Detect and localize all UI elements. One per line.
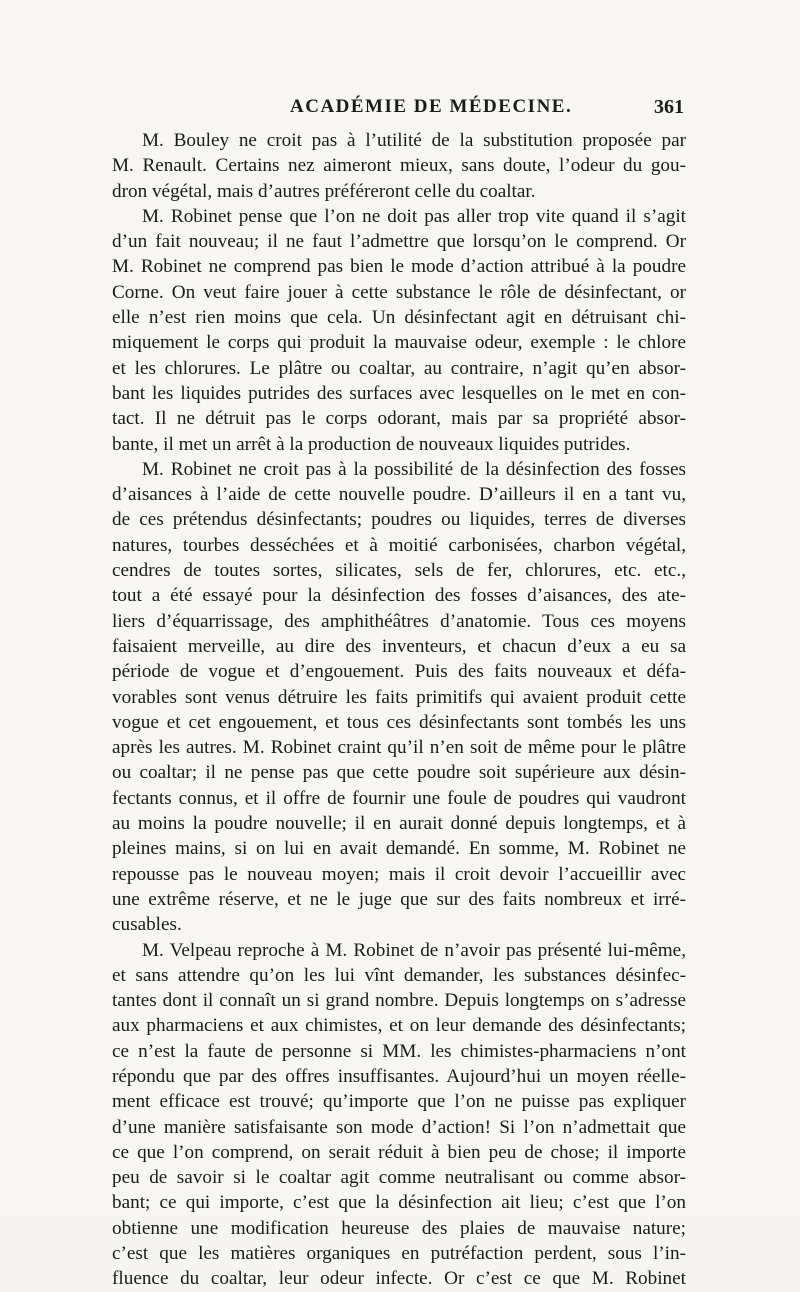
body-text	[112, 128, 686, 1292]
text-line: vorables sont venus détruire les faits primitifs qui avaient produit cette	[112, 686, 686, 708]
text-line: liers d’équarrissage, des amphithéâtres d’anatomie. Tous ces moyens	[112, 610, 686, 632]
page-header	[112, 96, 686, 126]
text-line: période de vogue et d’engouement. Puis des faits nouveaux et défa-	[112, 661, 686, 683]
text-line: natures, tourbes desséchées et à moitié carbonisées, charbon végétal,	[112, 534, 686, 556]
text-line: de ces prétendus désinfectants; poudres ou liquides, terres de diverses	[112, 509, 686, 531]
text-line: dron végétal, mais d’autres préféreront celle du coaltar.	[112, 180, 536, 202]
text-line: ce n’est la faute de personne si MM. les chimistes-pharmaciens n’ont	[112, 1040, 686, 1062]
text-line: Corne. On veut faire jouer à cette substance le rôle de désinfectant, or	[112, 281, 686, 303]
text-line: après les autres. M. Robinet craint qu’il n’en soit de même pour le plâtre	[112, 737, 686, 759]
text-line: M. Robinet ne comprend pas bien le mode d’action attribué à la poudre	[112, 256, 686, 278]
text-line: miquement le corps qui produit la mauvaise odeur, exemple : le chlore	[112, 332, 686, 354]
text-line: cusables.	[112, 914, 182, 936]
text-line: d’une manière satisfaisante son mode d’action! Si l’on n’admettait que	[112, 1116, 686, 1138]
text-line: au moins la poudre nouvelle; il en aurait donné depuis longtemps, et à	[112, 813, 686, 835]
text-line: ment efficace est trouvé; qu’importe que l’on ne puisse pas expliquer	[112, 1091, 686, 1113]
text-line: peu de savoir si le coaltar agit comme neutralisant ou comme absor-	[112, 1167, 686, 1189]
text-line: faisaient merveille, au dire des inventeurs, et chacun d’eux a eu sa	[112, 635, 686, 657]
text-line: d’aisances à l’aide de cette nouvelle poudre. D’ailleurs il en a tant vu,	[112, 484, 686, 506]
text-line: pleines mains, si on lui en avait demandé. En somme, M. Robinet ne	[112, 838, 686, 860]
text-line: elle n’est rien moins que cela. Un désinfectant agit en détruisant chi-	[112, 307, 686, 329]
text-line: M. Renault. Certains nez aimeront mieux, sans doute, l’odeur du gou-	[112, 155, 686, 177]
text-line: obtienne une modification heureuse des plaies de mauvaise nature;	[112, 1217, 686, 1239]
text-line: M. Bouley ne croit pas à l’utilité de la substitution proposée par	[142, 130, 686, 151]
text-line: vogue et cet engouement, et tous ces désinfectants sont tombés les uns	[112, 711, 686, 733]
text-line: aux pharmaciens et aux chimistes, et on leur demande des désinfectants;	[112, 1015, 686, 1037]
text-line: cendres de toutes sortes, silicates, sels de fer, chlorures, etc. etc.,	[112, 560, 686, 582]
text-line: ce que l’on comprend, on serait réduit à bien peu de chose; il importe	[112, 1141, 686, 1163]
text-line: fluence du coaltar, leur odeur infecte. Or c’est ce que M. Robinet	[112, 1268, 686, 1290]
text-line: bante, il met un arrêt à la production de nouveaux liquides putrides.	[112, 433, 631, 455]
text-line: tout a été essayé pour la désinfection des fosses d’aisances, des ate-	[112, 585, 686, 607]
text-line: bant les liquides putrides des surfaces avec lesquelles on le met en con-	[112, 382, 686, 404]
text-line: repousse pas le nouveau moyen; mais il croit devoir l’accueillir avec	[112, 863, 686, 885]
page-number: 361	[654, 96, 684, 118]
text-line: ou coaltar; il ne pense pas que cette poudre soit supérieure aux désin-	[112, 762, 686, 784]
text-line: bant; ce qui importe, c’est que la désinfection ait lieu; c’est que l’on	[112, 1192, 686, 1214]
text-line: tact. Il ne détruit pas le corps odorant, mais par sa propriété absor-	[112, 408, 686, 430]
text-line: et les chlorures. Le plâtre ou coaltar, au contraire, n’agit qu’en absor-	[112, 357, 686, 379]
running-head: ACADÉMIE DE MÉDECINE.	[290, 96, 573, 117]
text-line: M. Velpeau reproche à M. Robinet de n’avoir pas présenté lui-même,	[142, 939, 686, 961]
text-line: et sans attendre qu’on les lui vînt demander, les substances désinfec-	[112, 964, 686, 986]
text-line: M. Robinet ne croit pas à la possibilité de la désinfection des fosses	[142, 458, 686, 480]
text-line: une extrême réserve, et ne le juge que sur des faits nombreux et irré-	[112, 888, 686, 910]
text-line: fectants connus, et il offre de fournir une foule de poudres qui vaudront	[112, 787, 686, 809]
text-line: répondu que par des offres insuffisantes. Aujourd’hui un moyen réelle-	[112, 1065, 686, 1087]
text-line: c’est que les matières organiques en putréfaction perdent, sous l’in-	[112, 1243, 686, 1265]
text-line: tantes dont il connaît un si grand nombre. Depuis longtemps on s’adresse	[112, 990, 686, 1012]
text-line: M. Robinet pense que l’on ne doit pas aller trop vite quand il s’agit	[142, 205, 686, 227]
text-line: d’un fait nouveau; il ne faut l’admettre que lorsqu’on le comprend. Or	[112, 231, 686, 253]
